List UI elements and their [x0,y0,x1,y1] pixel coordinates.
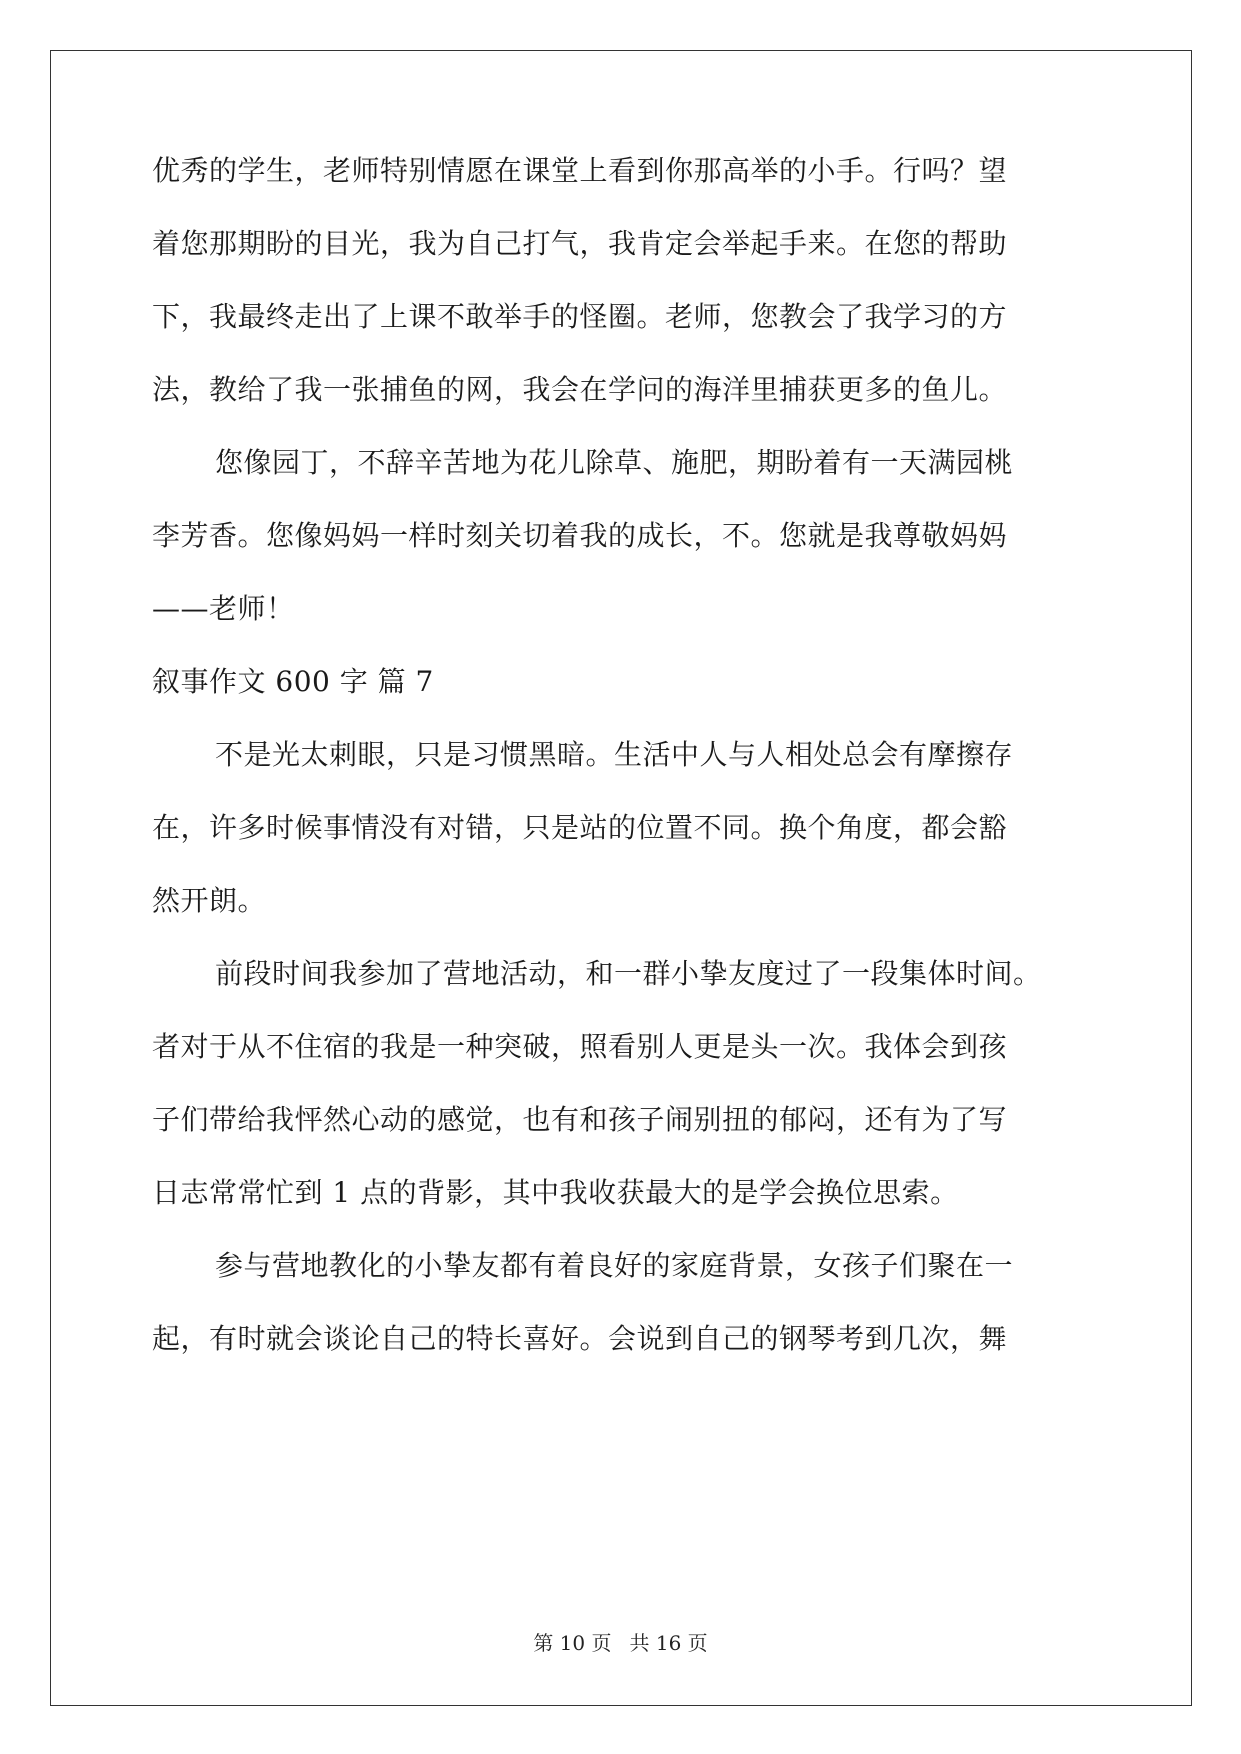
body-line-12: 前段时间我参加了营地活动，和一群小挚友度过了一段集体时间。 [215,957,1042,990]
body-line-17: 起，有时就会谈论自己的特长喜好。会说到自己的钢琴考到几次，舞 [152,1322,1008,1355]
body-line-2: 着您那期盼的目光，我为自己打气，我肯定会举起手来。在您的帮助 [152,227,1008,260]
body-line-4: 法，教给了我一张捕鱼的网，我会在学问的海洋里捕获更多的鱼儿。 [152,373,1008,406]
body-line-13: 者对于从不住宿的我是一种突破，照看别人更是头一次。我体会到孩 [152,1030,1008,1063]
body-line-15: 日志常常忙到 1 点的背影，其中我收获最大的是学会换位思索。 [152,1176,959,1209]
body-line-1: 优秀的学生，老师特别情愿在课堂上看到你那高举的小手。行吗？望 [152,154,1008,187]
body-line-5: 您像园丁，不辞辛苦地为花儿除草、施肥，期盼着有一天满园桃 [215,446,1014,479]
section-heading: 叙事作文 600 字 篇 7 [152,665,434,698]
body-line-6: 李芳香。您像妈妈一样时刻关切着我的成长，不。您就是我尊敬妈妈 [152,519,1008,552]
body-line-10: 在，许多时候事情没有对错，只是站的位置不同。换个角度，都会豁 [152,811,1008,844]
page-footer [0,1630,1241,1656]
body-line-16: 参与营地教化的小挚友都有着良好的家庭背景，女孩子们聚在一 [215,1249,1014,1282]
page-total: 共 16 页 [629,1631,708,1655]
body-line-14: 子们带给我怦然心动的感觉，也有和孩子闹别扭的郁闷，还有为了写 [152,1103,1008,1136]
page-number: 第 10 页 [533,1631,612,1655]
body-line-11: 然开朗。 [152,884,267,917]
body-line-7: ——老师！ [152,592,295,625]
body-line-3: 下，我最终走出了上课不敢举手的怪圈。老师，您教会了我学习的方 [152,300,1008,333]
body-line-9: 不是光太刺眼，只是习惯黑暗。生活中人与人相处总会有摩擦存 [215,738,1014,771]
